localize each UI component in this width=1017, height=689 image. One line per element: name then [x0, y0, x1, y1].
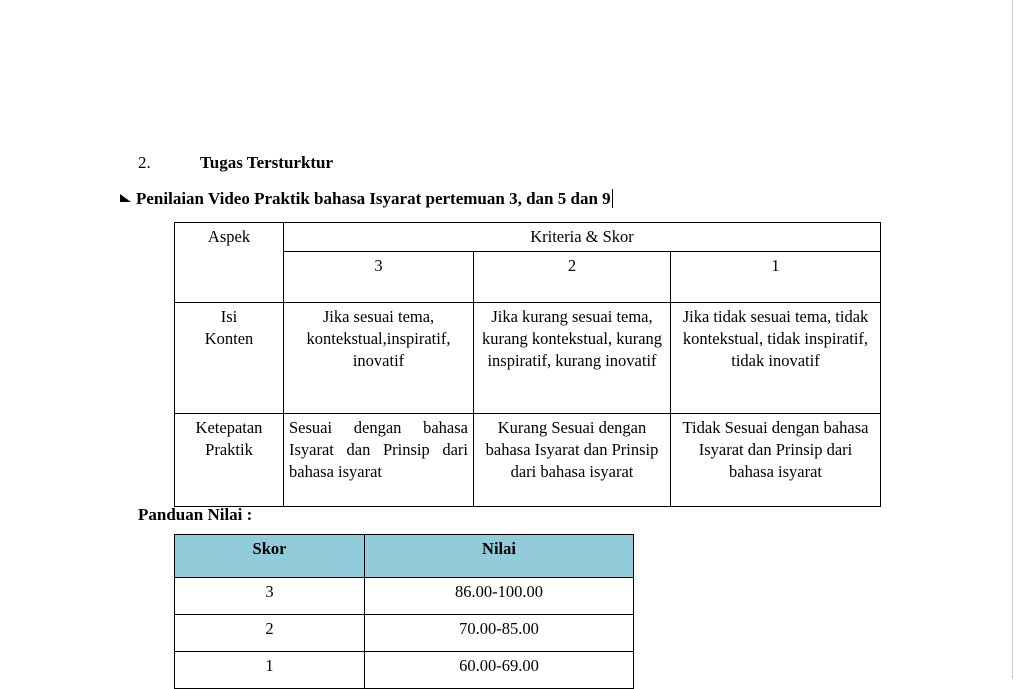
row-label-line-2: Praktik — [205, 440, 253, 459]
collapse-triangle-icon[interactable] — [120, 194, 131, 202]
panduan-nilai-caption: Panduan Nilai : — [138, 505, 253, 524]
header-cell-score-3: 3 — [284, 252, 474, 303]
section-heading-text: Penilaian Video Praktik bahasa Isyarat pertemuan 3, dan 5 dan 9 — [136, 189, 611, 208]
row-label-line-2: Konten — [204, 329, 254, 348]
cell-isi-score-2: Jika kurang sesuai tema, kurang kontekstual, kurang inspiratif, kurang inovatif — [474, 303, 671, 414]
header-cell-score-1: 1 — [671, 252, 881, 303]
header-cell-skor: Skor — [175, 535, 365, 578]
header-cell-nilai: Nilai — [365, 535, 634, 578]
list-item-text: Tugas Tersturktur — [200, 153, 334, 172]
cell-ketepatan-score-2: Kurang Sesuai dengan bahasa Isyarat dan Prinsip dari bahasa isyarat — [474, 414, 671, 507]
table-row — [175, 615, 634, 652]
table-row — [175, 303, 881, 414]
header-cell-score-2: 2 — [474, 252, 671, 303]
numbered-list-item — [138, 152, 838, 174]
cell-skor: 3 — [175, 578, 365, 615]
cell-ketepatan-score-1: Tidak Sesuai dengan bahasa Isyarat dan Prinsip dari bahasa isyarat — [671, 414, 881, 507]
nilai-table — [174, 534, 634, 689]
section-heading — [120, 188, 920, 210]
header-cell-aspect: Aspek — [175, 223, 284, 303]
cell-isi-score-1: Jika tidak sesuai tema, tidak kontekstual, tidak inspiratif, tidak inovatif — [671, 303, 881, 414]
cell-skor: 1 — [175, 652, 365, 689]
rubric-table — [174, 222, 881, 507]
table-row — [175, 652, 634, 689]
cell-isi-score-3: Jika sesuai tema, kontekstual,inspiratif, inovatif — [284, 303, 474, 414]
cell-nilai: 60.00-69.00 — [365, 652, 634, 689]
list-number: 2. — [138, 153, 151, 172]
row-label-isi-konten — [175, 303, 284, 414]
text-caret — [612, 189, 613, 208]
row-label-line-1: Isi — [220, 307, 238, 326]
table-row — [175, 414, 881, 507]
cell-nilai: 86.00-100.00 — [365, 578, 634, 615]
cell-nilai: 70.00-85.00 — [365, 615, 634, 652]
row-label-ketepatan-praktik — [175, 414, 284, 507]
cell-skor: 2 — [175, 615, 365, 652]
header-cell-criteria: Kriteria & Skor — [284, 223, 881, 252]
row-label-line-1: Ketepatan — [195, 418, 263, 437]
cell-ketepatan-score-3: Sesuai dengan bahasa Isyarat dan Prinsip dari bahasa isyarat — [284, 414, 474, 507]
table-row — [175, 578, 634, 615]
table-header-row — [175, 535, 634, 578]
table-header-row — [175, 223, 881, 252]
